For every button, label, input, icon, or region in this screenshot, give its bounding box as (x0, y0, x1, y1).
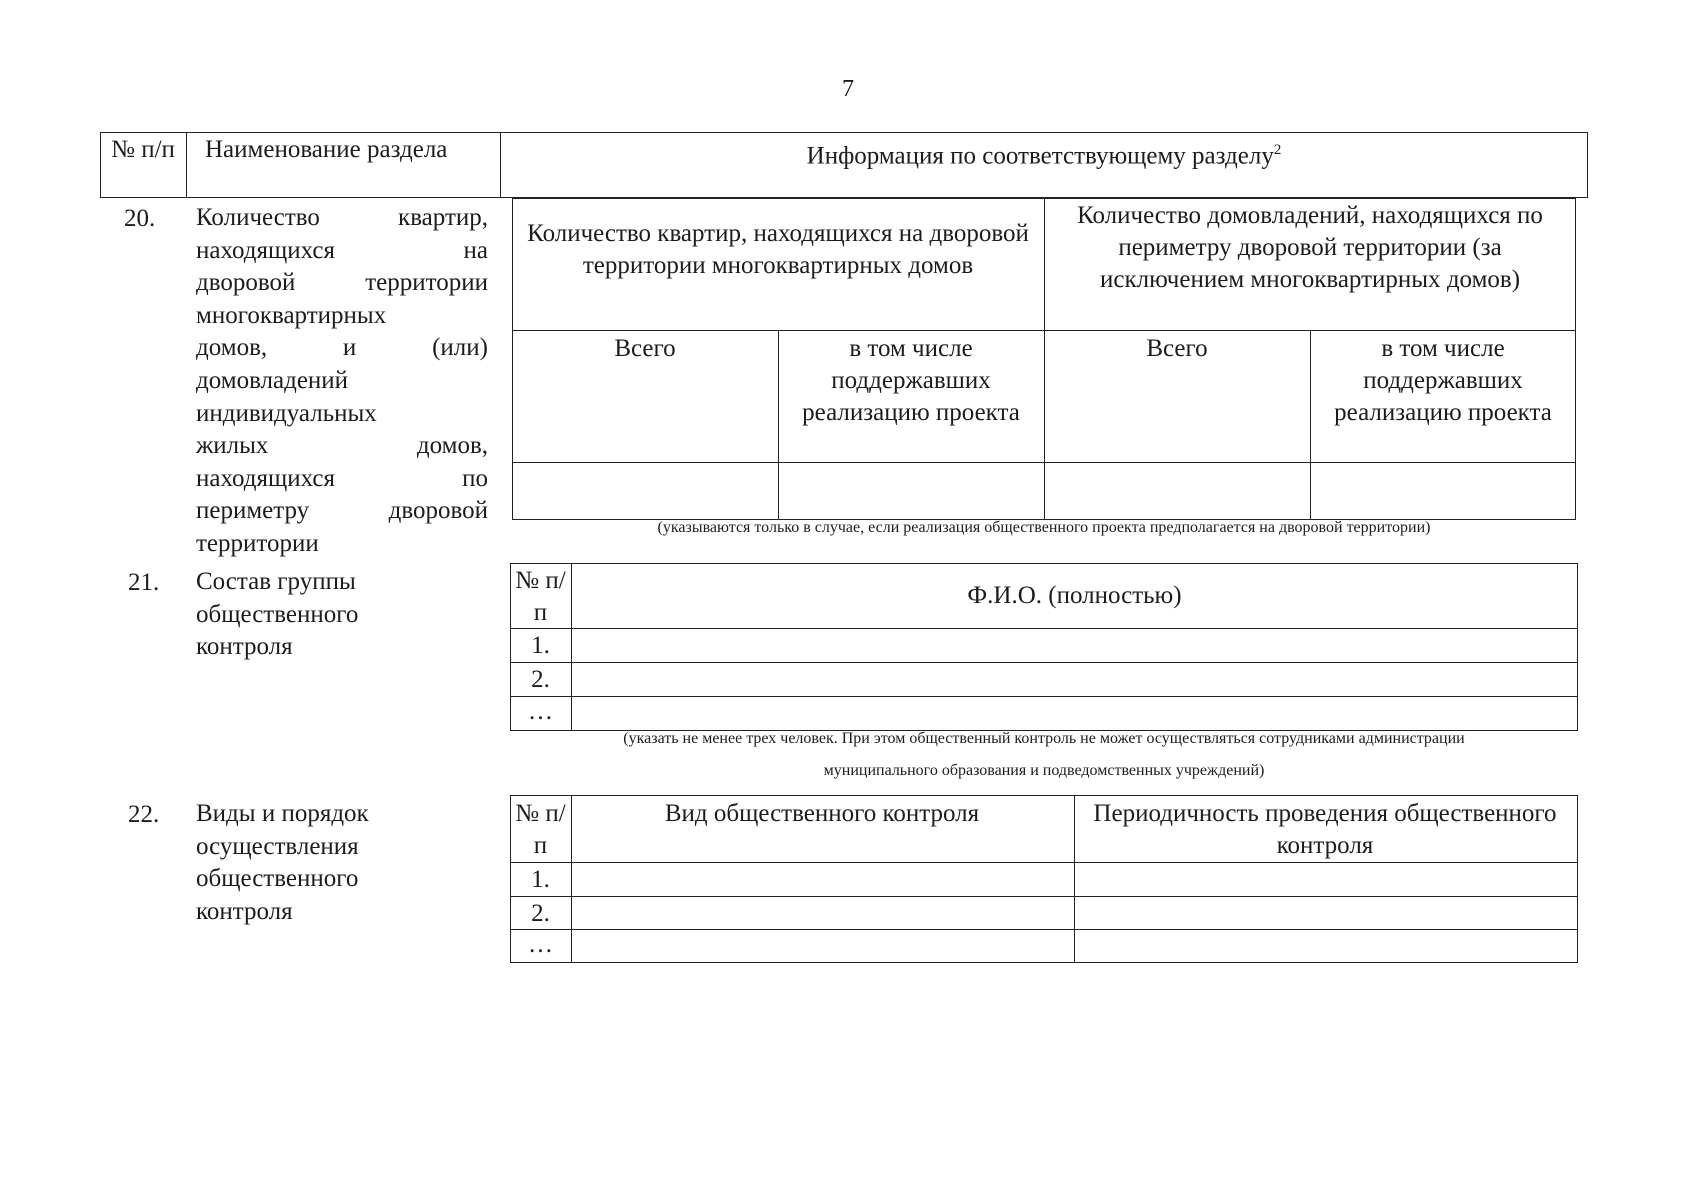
section-21-name-line: общественного (196, 600, 359, 628)
section-22-name-line: контроля (196, 897, 293, 925)
control-types-table-row-divider (510, 862, 1578, 863)
control-period-header: Периодичность проведения общественного контроля (1093, 800, 1557, 859)
apartments-table-col-divider (778, 330, 779, 520)
section-21-name-line: Состав группы (196, 568, 356, 595)
section-20-name-line: индивидуальных (196, 399, 377, 427)
section-20-name-line: находящихся по (196, 464, 488, 492)
section-22-name-line: осуществления (196, 832, 359, 860)
section-20-name (196, 202, 488, 561)
control-types-row-number: 2. (531, 900, 550, 927)
control-group-row-number: 2. (531, 666, 550, 693)
control-types-table-col-divider (571, 795, 572, 963)
control-group-fio-header: Ф.И.О. (полностью) (967, 582, 1182, 609)
section-20-name-line: дворовой территории (196, 269, 488, 297)
section-20-name-line: домов, и (или) (196, 334, 488, 362)
section-20-name-line: многоквартирных (196, 301, 387, 329)
households-total-header: Всего (1146, 335, 1208, 362)
section-20-name-line: находящихся на (196, 236, 488, 264)
section-21-note-line-1: (указать не менее трех человек. При этом общественный контроль не может осуществляться сотрудниками администрации (623, 730, 1465, 747)
header-divider-1 (186, 132, 187, 198)
section-20-number: 20. (124, 205, 156, 232)
control-group-table-row-divider (510, 628, 1578, 629)
control-group-row-number: … (528, 698, 553, 725)
section-21-name-line: контроля (196, 633, 293, 661)
section-20-name-line: жилых домов, (196, 432, 488, 460)
page-number: 7 (842, 76, 854, 102)
group-households-header: Количество домовладений, находящихся по периметру дворовой территории (за исключением многоквартирных домов) (1077, 202, 1543, 293)
section-21-note-line-2: муниципального образования и подведомственных учреждений) (823, 762, 1265, 779)
control-kind-header: Вид общественного контроля (664, 800, 980, 827)
apartments-table-col-divider (1310, 330, 1311, 520)
section-22-name-line: Виды и порядок (196, 800, 369, 827)
section-20-name-line: периметру дворовой (196, 497, 488, 525)
apartments-supported-header: в том числе поддержавших реализацию проекта (802, 335, 1020, 426)
control-types-num-header: № п/п (515, 800, 566, 859)
control-group-num-header: № п/п (515, 567, 566, 626)
header-num-col: № п/п (111, 136, 175, 163)
apartments-table-row-divider (512, 462, 1576, 463)
control-types-row-number: 1. (531, 866, 550, 893)
apartments-total-header: Всего (614, 335, 676, 362)
section-20-note: (указываются только в случае, если реализация общественного проекта предполагается на дворовой территории) (657, 519, 1431, 536)
section-22-number: 22. (128, 801, 160, 828)
section-22-name (196, 798, 488, 928)
header-info-footnote: 2 (1273, 142, 1282, 158)
section-21-number: 21. (128, 569, 160, 596)
control-types-row-number: … (528, 931, 553, 958)
header-info-col (500, 134, 1588, 172)
households-supported-header: в том числе поддержавших реализацию проекта (1334, 335, 1552, 426)
section-20-name-line: домовладений (196, 366, 349, 394)
section-20-name-line: территории (196, 529, 319, 557)
control-group-row-number: 1. (531, 632, 550, 659)
header-info-text: Информация по соответствующему разделу (806, 142, 1274, 170)
control-group-table-row-divider (510, 696, 1578, 697)
control-types-table-row-divider (510, 896, 1578, 897)
group-apartments-header: Количество квартир, находящихся на дворовой территории многоквартирных домов (527, 220, 1029, 279)
apartments-table-row-divider (512, 330, 1576, 331)
section-20-name-line: Количество квартир, (196, 204, 488, 231)
section-22-name-line: общественного (196, 865, 359, 893)
control-types-table-row-divider (510, 929, 1578, 930)
control-group-table-row-divider (510, 662, 1578, 663)
section-21-name (196, 566, 488, 664)
header-name-col: Наименование раздела (205, 136, 448, 163)
control-types-table-col-divider (1074, 795, 1075, 963)
